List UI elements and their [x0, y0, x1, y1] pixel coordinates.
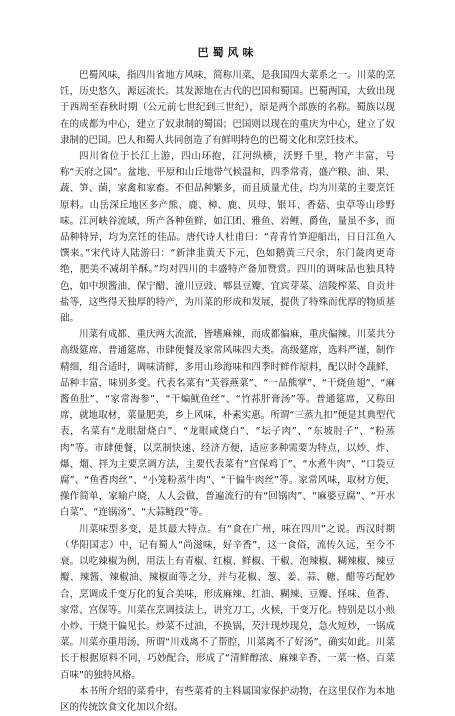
paragraph-schools: 川菜有成都、重庆两大流派，皆嗜麻辣，而成都偏麻，重庆偏辣。川菜共分高级筵席、普通筵席、市肆便餐及家常风味四大类。高级筵席，选料严谨，制作精细，组合适时，调味清鲜，多用山珍海味和四季时鲜作原料，配以时令蔬鲜，品种丰富，味别多变。代表名菜有“芙蓉燕菜”、“一品熊掌”、“干烧鱼翅”、“麻酱鱼肚”、“家常海参”、“干煸鱿鱼丝”、“竹荪肝膏汤”等。普通筵席，又称田席，就地取材，菜量肥美，乡上风味，朴素实惠。所谓“三蒸九扣”便是其典型代表，名菜有“龙眼甜烧白”、“龙眼咸烧白”、“坛子肉”、“东坡肘子”、“粉蒸肉”等。市肆便餐，以烹制快速、经济方便，适应多种需要为特点，以炒、炸、爆、熘、拌为主要烹调方法，主要代表菜有“宫保鸡丁”、“水煮牛肉”、“口袋豆腐”、“鱼香肉丝”、“小笼粉蒸牛肉”、“干偏牛肉丝”等。家常风味，取材方便，操作简单，家喻户晓，人人会做，普遍流行的有“回锅肉”、“麻婆豆腐”、“开水白菜”、“连锅汤”、“大蒜鲢段”等。 — [60, 329, 395, 519]
paragraph-ingredients: 四川省位于长江上游，四山环抱，江河纵横，沃野千里，物产丰富，号称“天府之国”。盆地、平原和山丘地带气候温和，四季常青，盛产粮、油、果、蔬、笋、菌，家禽和家畜。不但品种繁多，而且质量尤佳，均为川菜的主要烹饪原料。山岳深丘地区多产熊、鹿、樟、鹿、贝母、银耳、香菇、虫草等山珍野味。江河峡谷流域，所产各种鱼鲜，如江团、雅鱼、岩鲤、爵鱼，量虽不多，而品种特异，均为烹饪的佳品。唐代诗人杜甫曰：“青青竹笋迎船出，日日江鱼入馔来。”宋代诗人陆游曰：“新津韭黄天下元，色如鹅黄三尺余，东门彘肉更奇绝，肥美不减胡羊酥。”均对四川的丰盛特产备加赞赏。四川的调味品也独具特色，如中坝酱油、保宁醋、潼川豆豉、郫县豆瓣、宜宾芽菜、涪陵榨菜、自贡井盐等，这些得天独厚的特产，为川菜的形成和发展，提供了特殊而优厚的物质基础。 — [60, 151, 395, 325]
paragraph-origin: 巴蜀风味，指四川省地方风味，简称川菜，是我国四大菜系之一。川菜的烹饪，历史悠久，源远流长。其发源地在古代的巴国和蜀国。巴蜀两国，大致出现于西周至春秋时期（公元前七世纪到三世纪），原是两个部族的名称。蜀族以现在的成都为中心，建立了奴隶制的蜀国；巴国则以现在的重庆为中心，建立了奴隶制的巴国。巴人和蜀人共同创造了有鲜明特色的巴蜀文化和烹饪技术。 — [60, 70, 395, 146]
paragraph-flavors: 川菜味型多变，是其最大特点。有“食在广州，味在四川”之说。西汉时期（华阳国志）中，记有蜀人“尚滋味，好辛香”，这一食俗，流传久远，至今不衰。以吃辣椒为例，用法上有青椒、红椒、鲜椒、干椒、泡辣椒、糊辣椒、辣豆瓣、辣酱、辣椒油、辣椒面等之分，并与花椒、葱、姜、蒜、糖、醋等巧配妙合，烹调成千变万化的复合美味，形成麻辣、红油、糊辣、豆瓣、怪味、鱼香、家常、宫保等。川菜在烹调技法上，讲究刀工，火候，干变万化。特别是以小煎小炒、干烧干偏见长。炒菜不过油，不换锅，芡汁现炒现兑，急火短炒，一锅成菜。川菜亦重用汤，所谓“川戏离不了帮腔，川菜离不了好汤”，确实如此。川菜长于根据原料不同，巧妙配合，形成了“清鲜醇浓、麻辣辛香、一菜一格、百菜百味”的独特风格。 — [60, 523, 395, 681]
document-title: 巴蜀风味 — [197, 46, 258, 59]
paragraph-note: 本书所介绍的菜肴中，有些菜肴的主料属国家保护动物，在这里仅作为本地区的传统饮食文化加以介绍。 — [60, 685, 395, 713]
